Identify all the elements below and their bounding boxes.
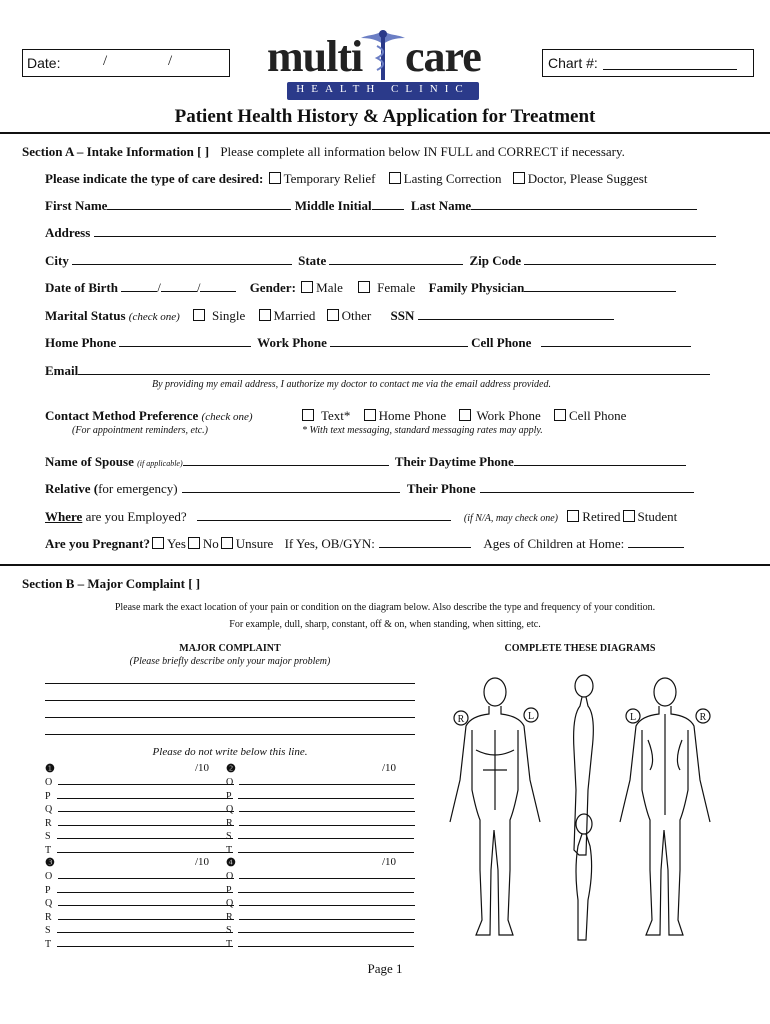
dob-label: Date of Birth (45, 280, 118, 295)
assessment-line[interactable] (238, 844, 414, 853)
zip-label: Zip Code (469, 253, 522, 268)
logo-text-multi: multi (267, 32, 363, 81)
section-a-header (22, 144, 625, 160)
letter-r: R (45, 911, 52, 923)
retired-option: Retired (582, 509, 621, 524)
no-option: No (202, 536, 219, 551)
contact-note: (For appointment reminders, etc.) (72, 425, 208, 436)
letter-q: Q (226, 898, 234, 910)
assessment-line[interactable] (58, 803, 234, 812)
care-type-row (45, 171, 647, 187)
care-option: Doctor, Please Suggest (527, 171, 648, 186)
checkbox[interactable] (302, 409, 314, 421)
letter-o: O (226, 871, 234, 882)
block-number: ❷ (226, 763, 236, 775)
married-option: Married (273, 308, 316, 323)
letter-p: P (45, 790, 51, 802)
phone-row (45, 335, 691, 351)
employer-field[interactable] (197, 509, 451, 521)
their-phone-field[interactable] (480, 481, 694, 493)
assessment-block-3 (45, 856, 227, 952)
page-number: Page 1 (367, 961, 403, 976)
letter-o: O (45, 871, 53, 882)
left-marker-label: L (527, 711, 535, 722)
state-field[interactable] (329, 253, 463, 265)
male-option: Male (316, 280, 343, 295)
na-note: (if N/A, may check one) (463, 513, 559, 524)
letter-s: S (226, 831, 232, 843)
assessment-line[interactable] (57, 884, 233, 893)
dob-day-field[interactable] (161, 280, 197, 292)
assessment-block-4 (226, 856, 408, 952)
address-field[interactable] (94, 225, 716, 237)
checkbox[interactable] (389, 172, 401, 184)
letter-s: S (226, 925, 232, 937)
letter-p: P (226, 884, 232, 896)
assessment-line[interactable] (58, 897, 234, 906)
contact-pref-label: Contact Method Preference (45, 408, 199, 423)
email-row (45, 363, 710, 379)
ssn-field[interactable] (418, 308, 614, 320)
letter-q: Q (45, 804, 53, 816)
middle-initial-field[interactable] (372, 198, 404, 210)
checkbox[interactable] (193, 309, 205, 321)
cell-phone-label: Cell Phone (471, 335, 532, 350)
checkbox[interactable] (358, 281, 370, 293)
last-name-field[interactable] (471, 198, 697, 210)
assessment-line[interactable] (57, 924, 233, 933)
dob-slash: / (157, 280, 161, 295)
first-name-field[interactable] (107, 198, 291, 210)
other-option: Other (341, 308, 372, 323)
logo-subtitle: HEALTH CLINIC (296, 83, 470, 95)
checkbox[interactable] (259, 309, 271, 321)
city-row (45, 253, 716, 269)
ssn-label: SSN (390, 308, 415, 323)
complaint-line[interactable] (45, 700, 415, 701)
checkbox[interactable] (554, 409, 566, 421)
right-marker-label: R (457, 714, 465, 725)
letter-r: R (226, 911, 233, 923)
relative-label: Relative ( (45, 481, 99, 496)
assessment-line[interactable] (58, 776, 234, 785)
score-label: /10 (195, 762, 210, 774)
assessment-line[interactable] (57, 844, 233, 853)
checkbox[interactable] (364, 409, 376, 421)
checkbox[interactable] (327, 309, 339, 321)
care-type-label: Please indicate the type of care desired: (45, 171, 264, 186)
letter-r: R (45, 817, 52, 829)
assessment-line[interactable] (238, 790, 414, 799)
spouse-label: Name of Spouse (45, 454, 134, 469)
clinic-logo (265, 22, 501, 102)
checkbox[interactable] (221, 537, 233, 549)
assessment-block-1 (45, 762, 227, 858)
major-complaint-heading: MAJOR COMPLAINT (179, 643, 281, 654)
assessment-line[interactable] (239, 776, 415, 785)
address-label: Address (45, 225, 91, 240)
letter-p: P (45, 884, 51, 896)
page-title: Patient Health History & Application for Treatment (174, 106, 596, 127)
cell-phone-option: Cell Phone (569, 408, 627, 423)
city-label: City (45, 253, 69, 268)
score-label: /10 (195, 856, 210, 868)
pregnant-label: Are you Pregnant? (45, 536, 150, 551)
children-label: Ages of Children at Home: (483, 536, 625, 551)
obgyn-field[interactable] (379, 536, 471, 548)
checkbox[interactable] (269, 172, 281, 184)
middle-initial-label: Middle Initial (294, 198, 372, 213)
city-field[interactable] (72, 253, 292, 265)
relative-row (45, 481, 694, 497)
assessment-block-2 (226, 762, 408, 858)
block-number: ❹ (226, 857, 236, 869)
checkbox[interactable] (513, 172, 525, 184)
letter-t: T (226, 844, 233, 856)
assessment-line[interactable] (238, 938, 414, 947)
dob-month-field[interactable] (121, 280, 157, 292)
assessment-line[interactable] (239, 817, 415, 826)
letter-p: P (226, 790, 232, 802)
if-applicable-note: (if applicable) (137, 459, 183, 468)
text-option: Text* (321, 408, 351, 423)
assessment-line[interactable] (238, 924, 414, 933)
spouse-field[interactable] (183, 454, 389, 466)
care-option: Temporary Relief (283, 171, 376, 186)
marital-row (45, 308, 614, 324)
body-diagram[interactable] (436, 670, 736, 950)
chart-number-line[interactable] (603, 69, 737, 70)
assessment-line[interactable] (239, 870, 415, 879)
assessment-line[interactable] (239, 897, 415, 906)
daytime-phone-field[interactable] (514, 454, 686, 466)
logo-text-care: care (405, 32, 481, 81)
work-phone-field[interactable] (330, 335, 468, 347)
assessment-line[interactable] (57, 938, 233, 947)
right-marker-label: R (699, 712, 707, 723)
checkbox[interactable] (459, 409, 471, 421)
home-phone-field[interactable] (119, 335, 251, 347)
letter-o: O (45, 777, 53, 788)
assessment-line[interactable] (238, 884, 414, 893)
employment-row (45, 509, 677, 525)
text-note: * With text messaging, standard messaging rates may apply. (302, 425, 543, 436)
checkbox[interactable] (301, 281, 313, 293)
assessment-line[interactable] (238, 830, 414, 839)
date-slash: / (168, 53, 173, 69)
letter-s: S (45, 831, 51, 843)
letter-r: R (226, 817, 233, 829)
work-phone-option: Work Phone (476, 408, 541, 423)
chart-box[interactable] (542, 49, 754, 77)
divider (0, 132, 770, 134)
assessment-line[interactable] (58, 817, 234, 826)
single-option: Single (212, 308, 246, 323)
email-note: By providing my email address, I authorize my doctor to contact me via the email address provided. (152, 379, 551, 390)
date-label: Date: (27, 55, 61, 71)
work-phone-label: Work Phone (257, 335, 327, 350)
email-field[interactable] (78, 363, 710, 375)
cell-phone-field[interactable] (541, 335, 691, 347)
email-label: Email (45, 363, 79, 378)
checkbox[interactable] (152, 537, 164, 549)
where-label: Where (45, 509, 83, 524)
checkbox[interactable] (188, 537, 200, 549)
side-body-figure (574, 675, 594, 940)
their-phone-label: Their Phone (406, 481, 476, 496)
checkbox[interactable] (623, 510, 635, 522)
section-a-instructions: Please complete all information below IN FULL and CORRECT if necessary. (220, 144, 625, 159)
major-complaint-note: (Please briefly describe only your major problem) (129, 656, 331, 667)
assessment-line[interactable] (239, 911, 415, 920)
section-b-instructions: Please mark the exact location of your pain or condition on the diagram below. Also describe the type and frequency of your condition. (114, 602, 656, 613)
letter-s: S (45, 925, 51, 937)
chart-label: Chart #: (548, 55, 598, 71)
letter-t: T (45, 938, 52, 950)
pregnant-row (45, 536, 684, 552)
section-a-heading: Section A – Intake Information [ ] (22, 144, 210, 159)
do-not-write-note: Please do not write below this line. (152, 746, 308, 758)
letter-t: T (226, 938, 233, 950)
section-b-heading: Section B – Major Complaint [ ] (22, 576, 201, 591)
date-slash: / (103, 53, 108, 69)
family-physician-field[interactable] (524, 280, 676, 292)
female-option: Female (377, 280, 416, 295)
check-one-note: (check one) (201, 411, 253, 423)
checkbox[interactable] (567, 510, 579, 522)
letter-o: O (226, 777, 234, 788)
letter-q: Q (226, 804, 234, 816)
complaint-line[interactable] (45, 683, 415, 684)
obgyn-label: If Yes, OB/GYN: (284, 536, 375, 551)
contact-pref-row (45, 408, 253, 424)
letter-q: Q (45, 898, 53, 910)
complaint-line[interactable] (45, 717, 415, 718)
contact-options (300, 408, 626, 424)
date-box[interactable] (22, 49, 230, 77)
state-label: State (298, 253, 327, 268)
last-name-label: Last Name (410, 198, 472, 213)
home-phone-label: Home Phone (45, 335, 117, 350)
dob-year-field[interactable] (200, 280, 236, 292)
first-name-label: First Name (45, 198, 108, 213)
check-one-note: (check one) (128, 311, 180, 323)
assessment-line[interactable] (58, 911, 234, 920)
block-number: ❸ (45, 857, 55, 869)
letter-t: T (45, 844, 52, 856)
assessment-line[interactable] (57, 830, 233, 839)
score-label: /10 (382, 762, 397, 774)
marital-label: Marital Status (45, 308, 126, 323)
section-b-instructions: For example, dull, sharp, constant, off & on, when standing, when sitting, etc. (229, 619, 541, 630)
complete-diagrams-heading: COMPLETE THESE DIAGRAMS (504, 643, 656, 654)
complaint-line[interactable] (45, 734, 415, 735)
children-field[interactable] (628, 536, 684, 548)
relative-label-rest: for emergency) (98, 481, 178, 496)
score-label: /10 (382, 856, 397, 868)
spouse-row (45, 454, 686, 470)
care-option: Lasting Correction (403, 171, 502, 186)
yes-option: Yes (166, 536, 186, 551)
student-option: Student (637, 509, 678, 524)
block-number: ❶ (45, 763, 55, 775)
employed-label: are you Employed? (85, 509, 187, 524)
name-row (45, 198, 697, 214)
unsure-option: Unsure (235, 536, 274, 551)
family-physician-label: Family Physician (428, 280, 525, 295)
left-marker-label: L (629, 712, 637, 723)
home-phone-option: Home Phone (378, 408, 447, 423)
zip-field[interactable] (524, 253, 716, 265)
daytime-phone-label: Their Daytime Phone (394, 454, 514, 469)
dob-row (45, 280, 676, 296)
divider (0, 564, 770, 566)
relative-field[interactable] (182, 481, 400, 493)
dob-slash: / (196, 280, 201, 295)
assessment-line[interactable] (58, 870, 234, 879)
assessment-line[interactable] (57, 790, 233, 799)
address-row (45, 225, 716, 241)
assessment-line[interactable] (239, 803, 415, 812)
gender-label: Gender: (249, 280, 296, 295)
